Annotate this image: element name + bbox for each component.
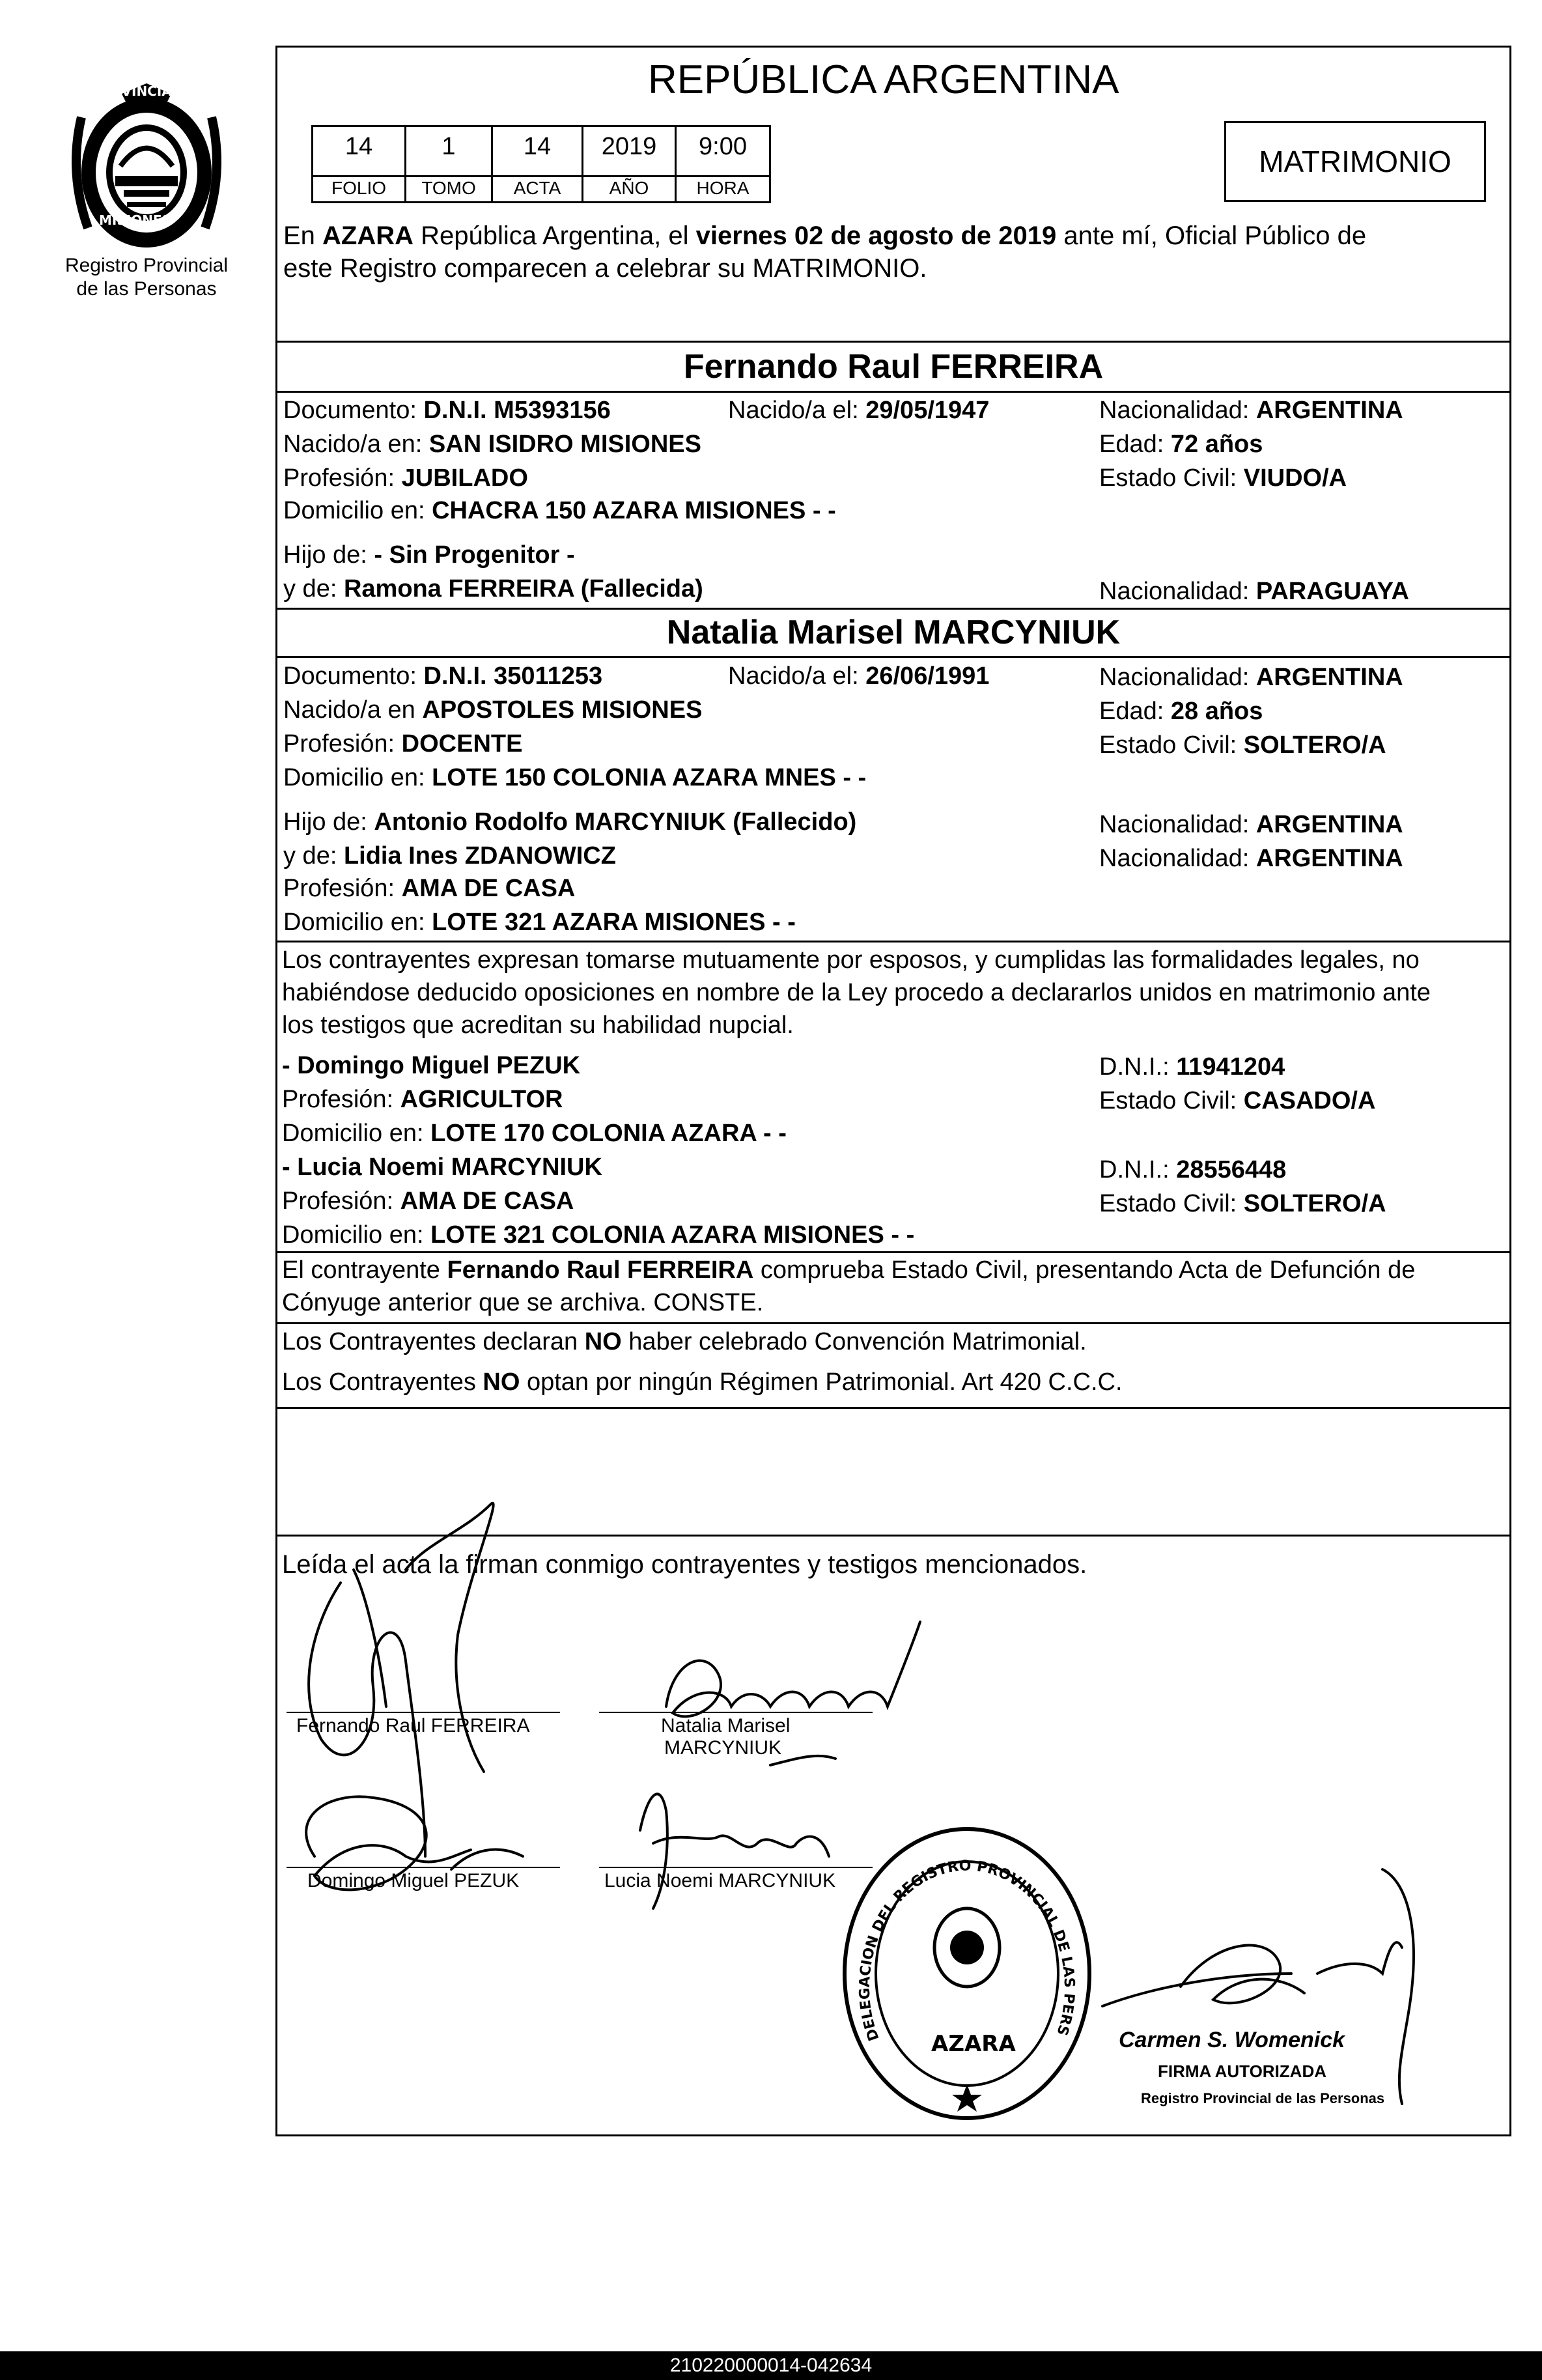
witness-2-civil-status bbox=[1099, 1189, 1386, 1218]
bride-birthplace bbox=[283, 696, 702, 724]
bride-mother-profession bbox=[283, 874, 575, 903]
bride-mother-nationality bbox=[1099, 844, 1403, 873]
stamp-ring-text-path: DELEGACION DEL REGISTRO PROVINCIAL DE LAS PERS bbox=[856, 1858, 1078, 2043]
declaration-line-3: los testigos que acreditan su habilidad nupcial. bbox=[282, 1012, 794, 1039]
divider bbox=[275, 1407, 1511, 1409]
bride-section bbox=[275, 610, 1511, 655]
label: Profesión: bbox=[282, 1086, 400, 1113]
label: D.N.I.: bbox=[1099, 1053, 1177, 1081]
officer-name: Carmen S. Womenick bbox=[1119, 2028, 1345, 2052]
logo-caption-line1: Registro Provincial bbox=[64, 255, 229, 276]
signatures-statement: Leída el acta la firman conmigo contrayentes y testigos mencionados. bbox=[282, 1550, 1087, 1579]
label: Profesión: bbox=[283, 730, 402, 758]
declaration-line-1: Los contrayentes expresan tomarse mutuamente por esposos, y cumplidas las formalidades legales, no bbox=[282, 946, 1420, 974]
label: Edad: bbox=[1099, 431, 1171, 458]
groom-civil-status bbox=[1099, 464, 1347, 492]
label: y de: bbox=[283, 842, 344, 870]
text: Los Contrayentes bbox=[282, 1368, 483, 1396]
civil-status-note-line-1 bbox=[282, 1256, 1415, 1284]
signature-name-bride-line2: MARCYNIUK bbox=[664, 1737, 782, 1759]
label: Estado Civil: bbox=[1099, 464, 1244, 492]
witness-2-dni bbox=[1099, 1155, 1286, 1184]
divider bbox=[275, 1251, 1511, 1253]
declaration-line-2: habiéndose deducido oposiciones en nombre de la Ley procedo a declararlos unidos en matrimonio ante bbox=[282, 979, 1431, 1006]
signature-name-bride-line1: Natalia Marisel bbox=[661, 1715, 791, 1736]
intro-place: AZARA bbox=[322, 221, 414, 250]
groom-document bbox=[283, 396, 611, 425]
record-folio-label: FOLIO bbox=[311, 177, 406, 203]
label: Edad: bbox=[1099, 698, 1171, 725]
groom-father bbox=[283, 541, 575, 569]
text: haber celebrado Convención Matrimonial. bbox=[621, 1328, 1087, 1355]
value: LOTE 321 COLONIA AZARA MISIONES - - bbox=[430, 1221, 915, 1249]
label: Domicilio en: bbox=[283, 909, 432, 936]
registry-stamp-icon bbox=[840, 1824, 1094, 2123]
signature-name-witness-1: Domingo Miguel PEZUK bbox=[307, 1870, 520, 1891]
bride-birthdate bbox=[728, 662, 989, 690]
label: Domicilio en: bbox=[282, 1221, 431, 1249]
label: Profesión: bbox=[283, 464, 402, 492]
value: AGRICULTOR bbox=[400, 1086, 563, 1113]
intro-line-1 bbox=[283, 221, 1366, 250]
label: Nacionalidad: bbox=[1099, 397, 1256, 424]
value: Lidia Ines ZDANOWICZ bbox=[343, 842, 616, 870]
value: D.N.I. 35011253 bbox=[423, 662, 603, 690]
groom-name-heading: Fernando Raul FERREIRA bbox=[683, 348, 1104, 386]
value: AMA DE CASA bbox=[400, 1187, 574, 1215]
label: Domicilio en: bbox=[283, 497, 432, 524]
groom-nationality bbox=[1099, 396, 1403, 425]
intro-date: viernes 02 de agosto de 2019 bbox=[695, 221, 1057, 250]
record-folio-value: 14 bbox=[311, 125, 406, 177]
value: 28556448 bbox=[1176, 1156, 1287, 1183]
label: Documento: bbox=[283, 397, 424, 424]
value: Ramona FERREIRA (Fallecida) bbox=[343, 575, 703, 602]
divider bbox=[275, 1322, 1511, 1324]
officer-registry: Registro Provincial de las Personas bbox=[1141, 2090, 1385, 2106]
witness-2-profession bbox=[282, 1187, 574, 1215]
label: Nacionalidad: bbox=[1099, 811, 1256, 838]
divider bbox=[275, 656, 1511, 658]
value: LOTE 321 AZARA MISIONES - - bbox=[432, 909, 796, 936]
text: Los Contrayentes declaran bbox=[282, 1328, 585, 1355]
label: Documento: bbox=[283, 662, 424, 690]
value: ARGENTINA bbox=[1255, 397, 1403, 424]
witness-2-name: - Lucia Noemi MARCYNIUK bbox=[282, 1154, 602, 1181]
witness-1-profession bbox=[282, 1085, 563, 1114]
value: 29/05/1947 bbox=[865, 397, 990, 424]
page-title: REPÚBLICA ARGENTINA bbox=[648, 57, 1119, 102]
no-emphasis: NO bbox=[584, 1328, 622, 1355]
value: AMA DE CASA bbox=[401, 875, 576, 902]
record-hora-label: HORA bbox=[675, 177, 771, 203]
convention-line bbox=[282, 1327, 1087, 1356]
officer-authorized-signature: FIRMA AUTORIZADA bbox=[1158, 2061, 1327, 2081]
bride-father bbox=[283, 808, 856, 836]
value: 26/06/1991 bbox=[865, 662, 990, 690]
document-type: MATRIMONIO bbox=[1259, 145, 1451, 178]
label: Nacido/a en: bbox=[283, 431, 429, 458]
record-acta-value: 14 bbox=[491, 125, 583, 177]
label: Nacionalidad: bbox=[1099, 664, 1256, 691]
bride-profession bbox=[283, 730, 522, 758]
value: 72 años bbox=[1170, 431, 1263, 458]
groom-section bbox=[275, 343, 1511, 391]
groom-birthplace bbox=[283, 430, 701, 459]
bride-document bbox=[283, 662, 602, 690]
stamp-place: AZARA bbox=[931, 2031, 1016, 2057]
intro-text-c: ante mí, Oficial Público de bbox=[1056, 221, 1367, 250]
label: Estado Civil: bbox=[1099, 1190, 1244, 1217]
document-type-box bbox=[1224, 121, 1486, 202]
label: y de: bbox=[283, 575, 344, 602]
label: Nacionalidad: bbox=[1099, 845, 1256, 872]
value: 28 años bbox=[1170, 698, 1263, 725]
document-code: 210220000014-042634 bbox=[669, 2355, 873, 2376]
value: ARGENTINA bbox=[1255, 664, 1403, 691]
text: El contrayente bbox=[282, 1256, 447, 1284]
value: CHACRA 150 AZARA MISIONES - - bbox=[432, 497, 836, 524]
bride-age bbox=[1099, 697, 1263, 726]
value: APOSTOLES MISIONES bbox=[422, 696, 703, 724]
record-table bbox=[311, 125, 771, 205]
label: Nacido/a el: bbox=[728, 662, 866, 690]
record-ano-label: AÑO bbox=[582, 177, 677, 203]
label: Hijo de: bbox=[283, 808, 374, 836]
bride-father-nationality bbox=[1099, 810, 1403, 839]
seal-ring-bottom-text: MISIONES bbox=[99, 212, 171, 228]
label: Profesión: bbox=[283, 875, 402, 902]
intro-text-a: En bbox=[283, 221, 323, 250]
value: SOLTERO/A bbox=[1243, 1190, 1386, 1217]
text: optan por ningún Régimen Patrimonial. Art 420 C.C.C. bbox=[520, 1368, 1123, 1396]
label: Nacido/a el: bbox=[728, 397, 866, 424]
label: Estado Civil: bbox=[1099, 731, 1244, 759]
witness-1-name: - Domingo Miguel PEZUK bbox=[282, 1052, 581, 1079]
witness-1-dni bbox=[1099, 1053, 1285, 1081]
value: SOLTERO/A bbox=[1243, 731, 1386, 759]
bride-mother-address bbox=[283, 908, 796, 937]
witness-2-address bbox=[282, 1221, 914, 1249]
value: CASADO/A bbox=[1243, 1087, 1376, 1114]
label: D.N.I.: bbox=[1099, 1156, 1177, 1183]
document-code-bar bbox=[0, 2351, 1542, 2380]
label: Profesión: bbox=[282, 1187, 400, 1215]
record-acta-label: ACTA bbox=[491, 177, 583, 203]
value: LOTE 150 COLONIA AZARA MNES - - bbox=[432, 764, 867, 791]
groom-name: Fernando Raul FERREIRA bbox=[447, 1256, 754, 1284]
witness-1-civil-status bbox=[1099, 1086, 1375, 1115]
record-hora-value: 9:00 bbox=[675, 125, 771, 177]
witness-1-address bbox=[282, 1119, 787, 1148]
groom-mother bbox=[283, 574, 703, 603]
seal-ring-top-text: PROVINCIA DE bbox=[91, 83, 197, 99]
regime-line bbox=[282, 1368, 1123, 1396]
value: ARGENTINA bbox=[1255, 811, 1403, 838]
groom-mother-nationality bbox=[1099, 577, 1409, 606]
divider bbox=[275, 941, 1511, 942]
civil-status-note-line-2: Cónyuge anterior que se archiva. CONSTE. bbox=[282, 1289, 764, 1316]
label: Hijo de: bbox=[283, 541, 374, 569]
value: PARAGUAYA bbox=[1255, 578, 1409, 605]
divider bbox=[275, 391, 1511, 393]
bride-civil-status bbox=[1099, 731, 1386, 759]
value: VIUDO/A bbox=[1243, 464, 1347, 492]
value: ARGENTINA bbox=[1255, 845, 1403, 872]
intro-text-b: República Argentina, el bbox=[414, 221, 696, 250]
bride-address bbox=[283, 763, 866, 792]
record-tomo-label: TOMO bbox=[404, 177, 493, 203]
value: - Sin Progenitor - bbox=[374, 541, 575, 569]
text: comprueba Estado Civil, presentando Acta de Defunción de bbox=[753, 1256, 1416, 1284]
record-ano-value: 2019 bbox=[582, 125, 677, 177]
groom-birthdate bbox=[728, 396, 989, 425]
signature-name-groom: Fernando Raul FERREIRA bbox=[296, 1715, 530, 1736]
value: SAN ISIDRO MISIONES bbox=[428, 431, 701, 458]
signature-name-witness-2: Lucia Noemi MARCYNIUK bbox=[604, 1870, 836, 1891]
label: Estado Civil: bbox=[1099, 1087, 1244, 1114]
groom-age bbox=[1099, 430, 1263, 459]
value: Antonio Rodolfo MARCYNIUK (Fallecido) bbox=[374, 808, 857, 836]
value: DOCENTE bbox=[401, 730, 523, 758]
bride-mother bbox=[283, 842, 616, 870]
label: Nacionalidad: bbox=[1099, 578, 1256, 605]
value: LOTE 170 COLONIA AZARA - - bbox=[430, 1120, 787, 1147]
label: Nacido/a en bbox=[283, 696, 423, 724]
label: Domicilio en: bbox=[283, 764, 432, 791]
value: JUBILADO bbox=[401, 464, 528, 492]
label: Domicilio en: bbox=[282, 1120, 431, 1147]
no-emphasis: NO bbox=[483, 1368, 520, 1396]
record-tomo-value: 1 bbox=[404, 125, 493, 177]
value: 11941204 bbox=[1176, 1053, 1285, 1081]
logo-caption-line2: de las Personas bbox=[76, 278, 217, 300]
intro-line-2: este Registro comparecen a celebrar su MATRIMONIO. bbox=[283, 254, 927, 283]
groom-address bbox=[283, 496, 836, 525]
value: D.N.I. M5393156 bbox=[423, 397, 611, 424]
official-stamp bbox=[840, 1824, 1094, 2123]
groom-profession bbox=[283, 464, 528, 492]
bride-name-heading: Natalia Marisel MARCYNIUK bbox=[666, 614, 1121, 651]
bride-nationality bbox=[1099, 663, 1403, 692]
